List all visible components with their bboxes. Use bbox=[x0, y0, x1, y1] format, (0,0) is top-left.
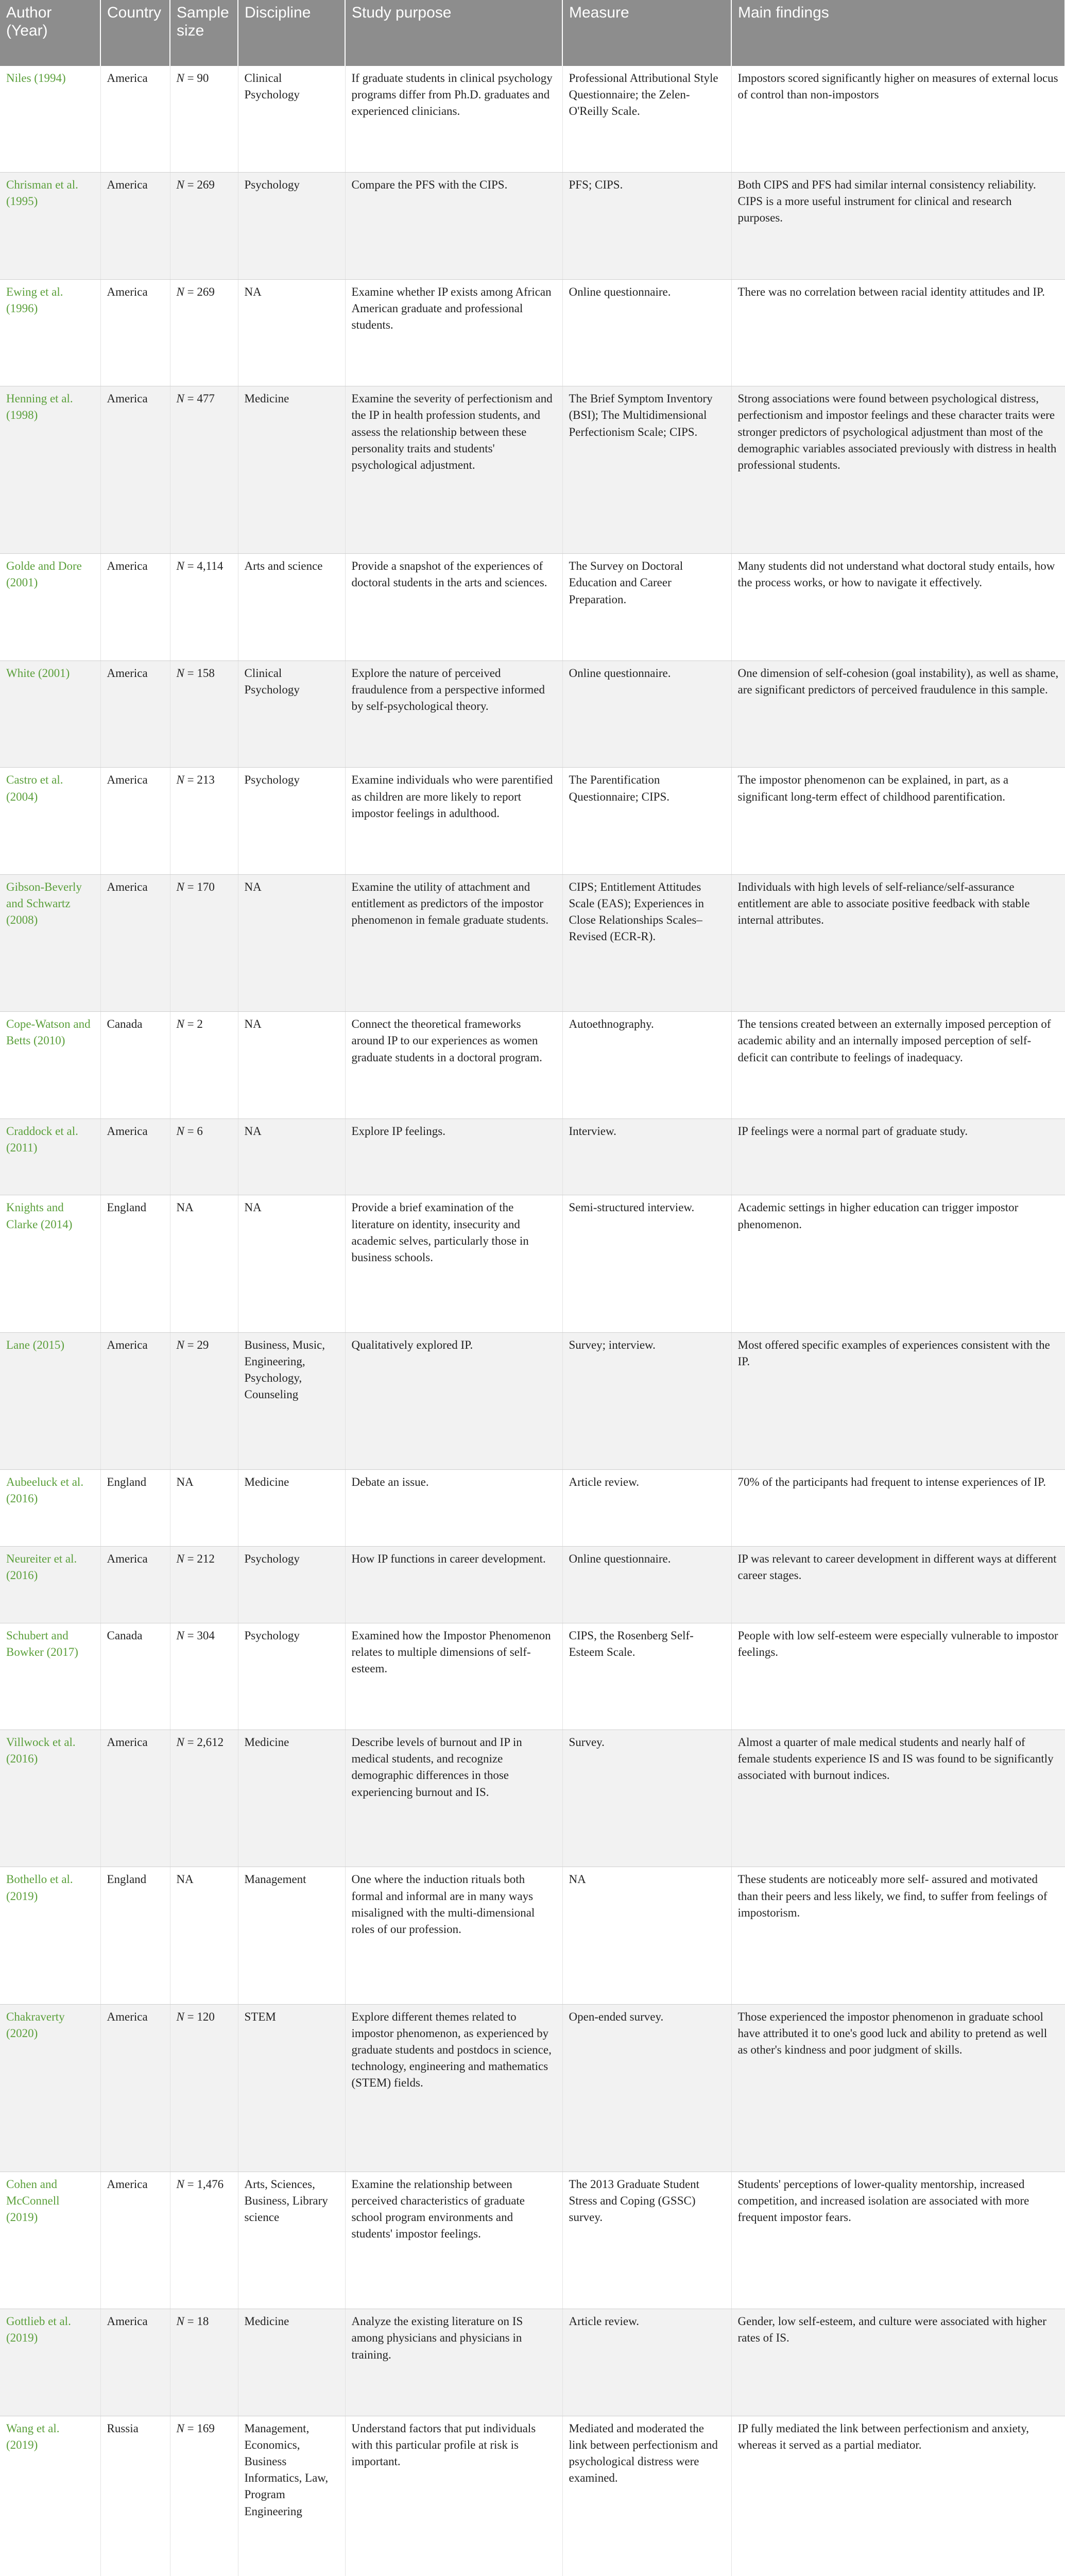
cell-country: America bbox=[100, 279, 170, 386]
cell-measure: CIPS; Entitlement Attitudes Scale (EAS); Experiences in Close Relationships Scales–Revised (ECR-R). bbox=[562, 874, 731, 1011]
cell-country: America bbox=[100, 1118, 170, 1195]
cell-measure: Autoethnography. bbox=[562, 1012, 731, 1119]
cell-discipline: NA bbox=[238, 1012, 345, 1119]
cell-discipline: Psychology bbox=[238, 173, 345, 280]
cell-discipline: Psychology bbox=[238, 1546, 345, 1623]
cell-sample-size: N = 29 bbox=[170, 1332, 238, 1469]
cell-study-purpose: Provide a brief examination of the literature on identity, insecurity and academic selves, particularly those in business schools. bbox=[345, 1195, 562, 1332]
cell-country: America bbox=[100, 1730, 170, 1867]
header-measure: Measure bbox=[562, 0, 731, 66]
cell-main-findings: Most offered specific examples of experiences consistent with the IP. bbox=[731, 1332, 1065, 1469]
cell-author[interactable] bbox=[0, 874, 100, 1011]
author-citation-link[interactable]: Chakraverty (2020) bbox=[6, 2010, 65, 2040]
cell-main-findings: The impostor phenomenon can be explained, in part, as a significant long-term effect of childhood parentification. bbox=[731, 768, 1065, 875]
cell-measure: The Brief Symptom Inventory (BSI); The Multidimensional Perfectionism Scale; CIPS. bbox=[562, 386, 731, 554]
cell-main-findings: Academic settings in higher education can trigger impostor phenomenon. bbox=[731, 1195, 1065, 1332]
cell-study-purpose: How IP functions in career development. bbox=[345, 1546, 562, 1623]
cell-country: Canada bbox=[100, 1012, 170, 1119]
cell-main-findings: Strong associations were found between psychological distress, perfectionism and impostor feelings and these character traits were stronger predictors of psychological adjustment than most of the demographic variables associated previously with distress in health professional students. bbox=[731, 386, 1065, 554]
cell-sample-size: N = 212 bbox=[170, 1546, 238, 1623]
cell-country: England bbox=[100, 1195, 170, 1332]
cell-discipline: Psychology bbox=[238, 768, 345, 875]
cell-discipline: STEM bbox=[238, 2004, 345, 2172]
cell-discipline: NA bbox=[238, 1195, 345, 1332]
cell-sample-size: N = 90 bbox=[170, 66, 238, 173]
cell-discipline: Medicine bbox=[238, 1470, 345, 1547]
cell-discipline: NA bbox=[238, 279, 345, 386]
cell-author[interactable] bbox=[0, 2416, 100, 2576]
table-row bbox=[0, 386, 1065, 554]
cell-measure: CIPS, the Rosenberg Self-Esteem Scale. bbox=[562, 1623, 731, 1730]
cell-study-purpose: Examine the relationship between perceived characteristics of graduate school program environments and students' impostor feelings. bbox=[345, 2172, 562, 2309]
cell-sample-size: N = 170 bbox=[170, 874, 238, 1011]
author-citation-link[interactable]: Lane (2015) bbox=[6, 1338, 65, 1351]
cell-sample-size: N = 269 bbox=[170, 279, 238, 386]
cell-sample-size: N = 269 bbox=[170, 173, 238, 280]
author-citation-link[interactable]: Wang et al. (2019) bbox=[6, 2421, 60, 2451]
table-row bbox=[0, 1195, 1065, 1332]
cell-sample-size: NA bbox=[170, 1470, 238, 1547]
author-citation-link[interactable]: Ewing et al. (1996) bbox=[6, 285, 63, 315]
cell-country: America bbox=[100, 2309, 170, 2416]
cell-study-purpose: Debate an issue. bbox=[345, 1470, 562, 1547]
table-row bbox=[0, 1118, 1065, 1195]
table-row bbox=[0, 2172, 1065, 2309]
cell-sample-size: N = 304 bbox=[170, 1623, 238, 1730]
cell-study-purpose: Describe levels of burnout and IP in medical students, and recognize demographic differences in those experiencing burnout and IS. bbox=[345, 1730, 562, 1867]
cell-study-purpose: Analyze the existing literature on IS among physicians and physicians in training. bbox=[345, 2309, 562, 2416]
cell-measure: Semi-structured interview. bbox=[562, 1195, 731, 1332]
cell-measure: Interview. bbox=[562, 1118, 731, 1195]
author-citation-link[interactable]: Gottlieb et al. (2019) bbox=[6, 2315, 71, 2345]
cell-author[interactable] bbox=[0, 1332, 100, 1469]
cell-study-purpose: Examine whether IP exists among African American graduate and professional students. bbox=[345, 279, 562, 386]
cell-main-findings: 70% of the participants had frequent to intense experiences of IP. bbox=[731, 1470, 1065, 1547]
header-discipline: Discipline bbox=[238, 0, 345, 66]
cell-discipline: Clinical Psychology bbox=[238, 66, 345, 173]
cell-discipline: Management bbox=[238, 1867, 345, 2004]
cell-main-findings: There was no correlation between racial identity attitudes and IP. bbox=[731, 279, 1065, 386]
cell-author[interactable] bbox=[0, 386, 100, 554]
cell-country: America bbox=[100, 66, 170, 173]
cell-discipline: Arts, Sciences, Business, Library science bbox=[238, 2172, 345, 2309]
cell-measure: Online questionnaire. bbox=[562, 279, 731, 386]
cell-measure: Article review. bbox=[562, 2309, 731, 2416]
cell-study-purpose: Understand factors that put individuals with this particular profile at risk is important. bbox=[345, 2416, 562, 2576]
cell-sample-size: N = 120 bbox=[170, 2004, 238, 2172]
cell-discipline: Clinical Psychology bbox=[238, 660, 345, 768]
cell-sample-size: N = 6 bbox=[170, 1118, 238, 1195]
cell-author[interactable] bbox=[0, 554, 100, 661]
cell-discipline: Medicine bbox=[238, 2309, 345, 2416]
author-citation-link[interactable]: Knights and Clarke (2014) bbox=[6, 1201, 73, 1231]
table-row bbox=[0, 1623, 1065, 1730]
cell-sample-size: N = 169 bbox=[170, 2416, 238, 2576]
author-citation-link[interactable]: Niles (1994) bbox=[6, 72, 66, 84]
table-row bbox=[0, 1730, 1065, 1867]
cell-discipline: Medicine bbox=[238, 386, 345, 554]
cell-measure: Professional Attributional Style Questionnaire; the Zelen-O'Reilly Scale. bbox=[562, 66, 731, 173]
cell-measure: Survey. bbox=[562, 1730, 731, 1867]
cell-main-findings: IP was relevant to career development in different ways at different career stages. bbox=[731, 1546, 1065, 1623]
cell-sample-size: NA bbox=[170, 1195, 238, 1332]
author-citation-link[interactable]: Gibson-Beverly and Schwartz (2008) bbox=[6, 880, 82, 927]
cell-main-findings: Impostors scored significantly higher on measures of external locus of control than non-impostors bbox=[731, 66, 1065, 173]
cell-sample-size: N = 4,114 bbox=[170, 554, 238, 661]
cell-main-findings: Those experienced the impostor phenomenon in graduate school have attributed it to one's good luck and ability to pretend as well as other's kindness and poor judgment of skills. bbox=[731, 2004, 1065, 2172]
cell-country: Russia bbox=[100, 2416, 170, 2576]
cell-country: America bbox=[100, 554, 170, 661]
cell-discipline: NA bbox=[238, 874, 345, 1011]
author-citation-link[interactable]: Henning et al. (1998) bbox=[6, 392, 73, 422]
cell-study-purpose: Explore different themes related to impostor phenomenon, as experienced by graduate students and postdocs in science, technology, engineering and mathematics (STEM) fields. bbox=[345, 2004, 562, 2172]
cell-study-purpose: Explore the nature of perceived fraudulence from a perspective informed by self-psychological theory. bbox=[345, 660, 562, 768]
cell-discipline: NA bbox=[238, 1118, 345, 1195]
cell-study-purpose: Explore IP feelings. bbox=[345, 1118, 562, 1195]
author-citation-link[interactable]: White (2001) bbox=[6, 666, 70, 680]
cell-author[interactable] bbox=[0, 1012, 100, 1119]
table-row bbox=[0, 1470, 1065, 1547]
table-row bbox=[0, 874, 1065, 1011]
cell-author[interactable] bbox=[0, 173, 100, 280]
cell-main-findings: Gender, low self-esteem, and culture were associated with higher rates of IS. bbox=[731, 2309, 1065, 2416]
cell-country: America bbox=[100, 173, 170, 280]
cell-main-findings: People with low self-esteem were especially vulnerable to impostor feelings. bbox=[731, 1623, 1065, 1730]
cell-sample-size: NA bbox=[170, 1867, 238, 2004]
cell-study-purpose: Provide a snapshot of the experiences of doctoral students in the arts and sciences. bbox=[345, 554, 562, 661]
table-row bbox=[0, 66, 1065, 173]
cell-sample-size: N = 2 bbox=[170, 1012, 238, 1119]
table-row bbox=[0, 660, 1065, 768]
cell-main-findings: Almost a quarter of male medical students and nearly half of female students experience IS and IS was found to be significantly associated with burnout indices. bbox=[731, 1730, 1065, 1867]
table-row bbox=[0, 2309, 1065, 2416]
author-citation-link[interactable]: Castro et al. (2004) bbox=[6, 773, 63, 803]
cell-country: America bbox=[100, 2004, 170, 2172]
header-author: Author (Year) bbox=[0, 0, 100, 66]
header-study-purpose: Study purpose bbox=[345, 0, 562, 66]
cell-author[interactable] bbox=[0, 1470, 100, 1547]
cell-country: America bbox=[100, 2172, 170, 2309]
cell-measure: The 2013 Graduate Student Stress and Coping (GSSC) survey. bbox=[562, 2172, 731, 2309]
table-row bbox=[0, 2004, 1065, 2172]
cell-sample-size: N = 158 bbox=[170, 660, 238, 768]
cell-measure: Mediated and moderated the link between perfectionism and psychological distress were examined. bbox=[562, 2416, 731, 2576]
cell-author[interactable] bbox=[0, 1730, 100, 1867]
cell-country: America bbox=[100, 1546, 170, 1623]
author-citation-link[interactable]: Villwock et al. (2016) bbox=[6, 1736, 76, 1766]
cell-country: England bbox=[100, 1867, 170, 2004]
cell-main-findings: IP feelings were a normal part of graduate study. bbox=[731, 1118, 1065, 1195]
cell-sample-size: N = 477 bbox=[170, 386, 238, 554]
cell-author[interactable] bbox=[0, 2172, 100, 2309]
cell-country: America bbox=[100, 1332, 170, 1469]
cell-measure: The Survey on Doctoral Education and Career Preparation. bbox=[562, 554, 731, 661]
cell-measure: Online questionnaire. bbox=[562, 660, 731, 768]
cell-discipline: Business, Music, Engineering, Psychology, Counseling bbox=[238, 1332, 345, 1469]
cell-author[interactable] bbox=[0, 1867, 100, 2004]
author-citation-link[interactable]: Cope-Watson and Betts (2010) bbox=[6, 1018, 91, 1047]
cell-main-findings: Many students did not understand what doctoral study entails, how the process works, or how to navigate it effectively. bbox=[731, 554, 1065, 661]
cell-author[interactable] bbox=[0, 1546, 100, 1623]
cell-study-purpose: Compare the PFS with the CIPS. bbox=[345, 173, 562, 280]
cell-sample-size: N = 18 bbox=[170, 2309, 238, 2416]
cell-country: America bbox=[100, 874, 170, 1011]
header-main-findings: Main findings bbox=[731, 0, 1065, 66]
cell-sample-size: N = 213 bbox=[170, 768, 238, 875]
cell-author[interactable] bbox=[0, 279, 100, 386]
table-row bbox=[0, 1867, 1065, 2004]
cell-author[interactable] bbox=[0, 1623, 100, 1730]
cell-discipline: Arts and science bbox=[238, 554, 345, 661]
cell-sample-size: N = 2,612 bbox=[170, 1730, 238, 1867]
table-row bbox=[0, 2416, 1065, 2576]
table-row bbox=[0, 1546, 1065, 1623]
author-citation-link[interactable]: Neureiter et al. (2016) bbox=[6, 1552, 77, 1582]
table-row bbox=[0, 768, 1065, 875]
cell-country: America bbox=[100, 768, 170, 875]
cell-measure: Online questionnaire. bbox=[562, 1546, 731, 1623]
cell-main-findings: Individuals with high levels of self-reliance/self-assurance entitlement are able to associate positive feedback with stable internal attributes. bbox=[731, 874, 1065, 1011]
cell-country: England bbox=[100, 1470, 170, 1547]
cell-discipline: Medicine bbox=[238, 1730, 345, 1867]
cell-measure: Open-ended survey. bbox=[562, 2004, 731, 2172]
cell-discipline: Management, Economics, Business Informatics, Law, Program Engineering bbox=[238, 2416, 345, 2576]
table-row bbox=[0, 279, 1065, 386]
cell-author[interactable] bbox=[0, 66, 100, 173]
cell-study-purpose: Qualitatively explored IP. bbox=[345, 1332, 562, 1469]
header-row bbox=[0, 0, 1065, 66]
cell-country: America bbox=[100, 660, 170, 768]
cell-country: Canada bbox=[100, 1623, 170, 1730]
cell-author[interactable] bbox=[0, 2004, 100, 2172]
cell-measure: NA bbox=[562, 1867, 731, 2004]
cell-discipline: Psychology bbox=[238, 1623, 345, 1730]
table-row bbox=[0, 1332, 1065, 1469]
cell-author[interactable] bbox=[0, 1195, 100, 1332]
author-citation-link[interactable]: Golde and Dore (2001) bbox=[6, 560, 82, 589]
cell-main-findings: These students are noticeably more self- assured and motivated than their peers and less likely, we find, to suffer from feelings of impostorism. bbox=[731, 1867, 1065, 2004]
author-citation-link[interactable]: Chrisman et al. (1995) bbox=[6, 178, 78, 208]
author-citation-link[interactable]: Cohen and McConnell (2019) bbox=[6, 2177, 60, 2224]
table-row bbox=[0, 1012, 1065, 1119]
cell-sample-size: N = 1,476 bbox=[170, 2172, 238, 2309]
cell-study-purpose: Examined how the Impostor Phenomenon relates to multiple dimensions of self-esteem. bbox=[345, 1623, 562, 1730]
cell-main-findings: Both CIPS and PFS had similar internal consistency reliability. CIPS is a more useful instrument for clinical and research purposes. bbox=[731, 173, 1065, 280]
cell-study-purpose: Examine the severity of perfectionism and the IP in health profession students, and assess the relationship between these personality traits and students' psychological adjustment. bbox=[345, 386, 562, 554]
cell-main-findings: Students' perceptions of lower-quality mentorship, increased competition, and increased isolation are associated with more frequent impostor fears. bbox=[731, 2172, 1065, 2309]
cell-study-purpose: Examine individuals who were parentified as children are more likely to report impostor feelings in adulthood. bbox=[345, 768, 562, 875]
author-citation-link[interactable]: Bothello et al. (2019) bbox=[6, 1873, 73, 1903]
cell-study-purpose: One where the induction rituals both formal and informal are in many ways misaligned with the multi-dimensional roles of our profession. bbox=[345, 1867, 562, 2004]
cell-measure: Survey; interview. bbox=[562, 1332, 731, 1469]
cell-measure: The Parentification Questionnaire; CIPS. bbox=[562, 768, 731, 875]
cell-measure: Article review. bbox=[562, 1470, 731, 1547]
cell-author[interactable] bbox=[0, 1118, 100, 1195]
cell-author[interactable] bbox=[0, 768, 100, 875]
author-citation-link[interactable]: Schubert and Bowker (2017) bbox=[6, 1629, 78, 1658]
header-sample-size: Sample size bbox=[170, 0, 238, 66]
table-row bbox=[0, 173, 1065, 280]
author-citation-link[interactable]: Craddock et al. (2011) bbox=[6, 1124, 78, 1154]
cell-measure: PFS; CIPS. bbox=[562, 173, 731, 280]
table-row bbox=[0, 554, 1065, 661]
cell-main-findings: One dimension of self-cohesion (goal instability), as well as shame, are significant predictors of perceived fraudulence in this sample. bbox=[731, 660, 1065, 768]
cell-main-findings: IP fully mediated the link between perfectionism and anxiety, whereas it served as a partial mediator. bbox=[731, 2416, 1065, 2576]
cell-author[interactable] bbox=[0, 660, 100, 768]
cell-country: America bbox=[100, 386, 170, 554]
cell-study-purpose: Connect the theoretical frameworks around IP to our experiences as women graduate students in a doctoral program. bbox=[345, 1012, 562, 1119]
cell-author[interactable] bbox=[0, 2309, 100, 2416]
cell-study-purpose: If graduate students in clinical psychology programs differ from Ph.D. graduates and experienced clinicians. bbox=[345, 66, 562, 173]
header-country: Country bbox=[100, 0, 170, 66]
author-citation-link[interactable]: Aubeeluck et al. (2016) bbox=[6, 1476, 84, 1505]
cell-main-findings: The tensions created between an externally imposed perception of academic ability and an internally imposed perception of self-deficit can contribute to feelings of inadequacy. bbox=[731, 1012, 1065, 1119]
cell-study-purpose: Examine the utility of attachment and entitlement as predictors of the impostor phenomenon in female graduate students. bbox=[345, 874, 562, 1011]
